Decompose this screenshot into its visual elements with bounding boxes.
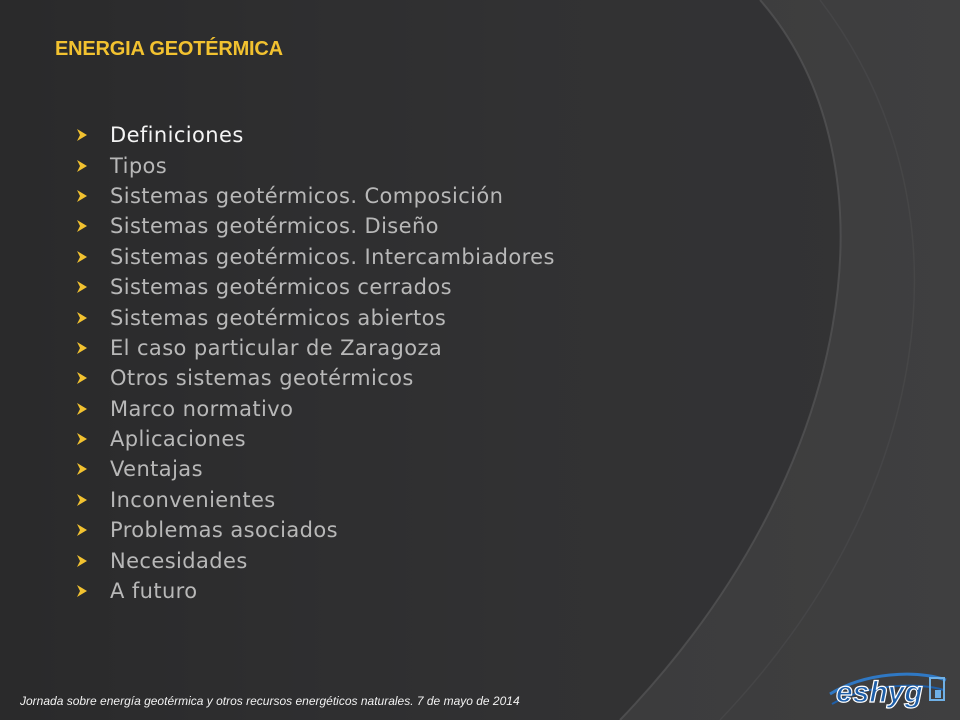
slide-title: ENERGIA GEOTÉRMICA — [55, 38, 283, 60]
topic-item — [76, 394, 555, 424]
topic-label: A futuro — [110, 579, 198, 604]
topic-list — [76, 120, 555, 606]
right-arrowhead-icon — [76, 159, 110, 173]
topic-item — [76, 211, 555, 241]
topic-label: Otros sistemas geotérmicos — [110, 366, 414, 391]
right-arrowhead-icon — [76, 493, 110, 507]
topic-label: Necesidades — [110, 548, 248, 573]
topic-label: Ventajas — [110, 457, 203, 482]
topic-item — [76, 272, 555, 302]
topic-item — [76, 485, 555, 515]
right-arrowhead-icon — [76, 189, 110, 203]
right-arrowhead-icon — [76, 462, 110, 476]
right-arrowhead-icon — [76, 311, 110, 325]
right-arrowhead-icon — [76, 523, 110, 537]
footer-text: Jornada sobre energía geotérmica y otros recursos energéticos naturales. 7 de mayo de 2014 — [20, 694, 520, 708]
logo-wordmark: eshyg — [836, 676, 923, 709]
eshyg-logo — [826, 660, 954, 718]
topic-item — [76, 545, 555, 575]
topic-label: Sistemas geotérmicos abiertos — [110, 305, 447, 330]
right-arrowhead-icon — [76, 371, 110, 385]
topic-label: Definiciones — [110, 123, 244, 148]
topic-label: Aplicaciones — [110, 427, 246, 452]
topic-item — [76, 181, 555, 211]
right-arrowhead-icon — [76, 584, 110, 598]
right-arrowhead-icon — [76, 280, 110, 294]
topic-item — [76, 363, 555, 393]
topic-label: Problemas asociados — [110, 518, 338, 543]
topic-label: Inconvenientes — [110, 487, 276, 512]
right-arrowhead-icon — [76, 250, 110, 264]
topic-item — [76, 576, 555, 606]
topic-item — [76, 302, 555, 332]
topic-item — [76, 515, 555, 545]
topic-label: Sistemas geotérmicos. Composición — [110, 183, 504, 208]
topic-label: Sistemas geotérmicos. Diseño — [110, 214, 439, 239]
topic-label: Sistemas geotérmicos cerrados — [110, 275, 452, 300]
right-arrowhead-icon — [76, 554, 110, 568]
topic-label: Sistemas geotérmicos. Intercambiadores — [110, 244, 555, 269]
right-arrowhead-icon — [76, 219, 110, 233]
topic-label: Marco normativo — [110, 396, 294, 421]
topic-label: Tipos — [110, 153, 168, 178]
topic-label: El caso particular de Zaragoza — [110, 335, 443, 360]
right-arrowhead-icon — [76, 432, 110, 446]
right-arrowhead-icon — [76, 341, 110, 355]
topic-item — [76, 424, 555, 454]
topic-item — [76, 242, 555, 272]
topic-item — [76, 150, 555, 180]
topic-item — [76, 120, 555, 150]
topic-item — [76, 333, 555, 363]
topic-item — [76, 454, 555, 484]
right-arrowhead-icon — [76, 128, 110, 142]
right-arrowhead-icon — [76, 402, 110, 416]
